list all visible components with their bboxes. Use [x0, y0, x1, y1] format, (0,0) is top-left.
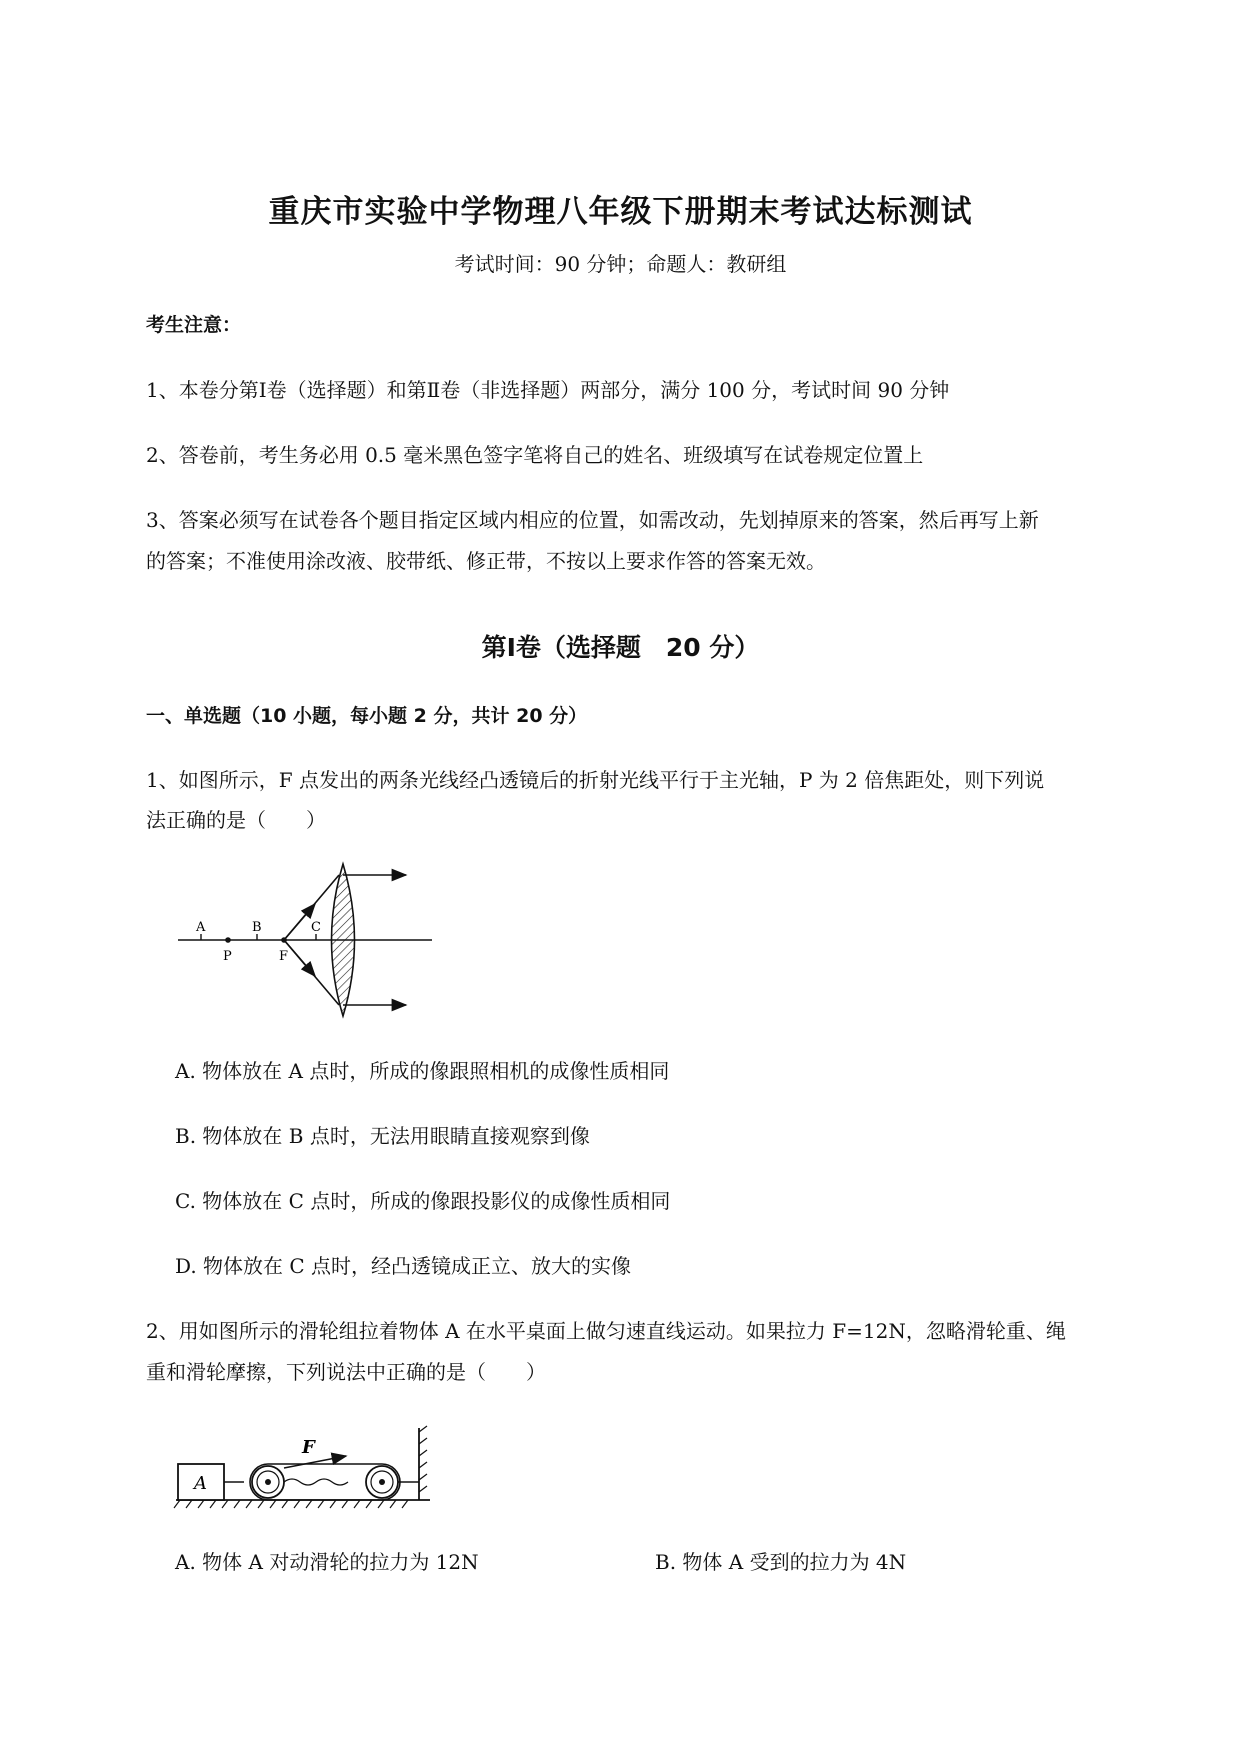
question-2-stem-cont: 重和滑轮摩擦，下列说法中正确的是（ ）	[146, 1360, 546, 1384]
pulley-system-figure	[170, 1420, 450, 1520]
question-2-option-a[interactable]: A. 物体 A 对动滑轮的拉力为 12N	[175, 1550, 479, 1574]
question-1-option-a[interactable]: A. 物体放在 A 点时，所成的像跟照相机的成像性质相同	[175, 1059, 670, 1083]
force-label: F	[302, 1437, 315, 1458]
label-b: B	[252, 920, 262, 935]
question-1-option-c[interactable]: C. 物体放在 C 点时，所成的像跟投影仪的成像性质相同	[175, 1189, 671, 1213]
label-p: P	[223, 949, 232, 964]
block-a-label: A	[194, 1473, 207, 1494]
question-2-option-b[interactable]: B. 物体 A 受到的拉力为 4N	[655, 1550, 907, 1574]
label-a: A	[196, 920, 206, 935]
force-arrow	[284, 1456, 346, 1468]
notice-item-1: 1、本卷分第Ⅰ卷（选择题）和第Ⅱ卷（非选择题）两部分，满分 100 分，考试时间 90 分钟	[146, 378, 950, 402]
notice-item-3: 3、答案必须写在试卷各个题目指定区域内相应的位置，如需改动，先划掉原来的答案，然后再写上新	[146, 508, 1039, 532]
convex-lens	[332, 864, 355, 1016]
question-1-stem-cont: 法正确的是（ ）	[146, 808, 326, 832]
label-c: C	[311, 920, 321, 935]
exam-subtitle: 考试时间：90 分钟；命题人：教研组	[454, 252, 787, 276]
convex-lens-figure	[170, 860, 440, 1020]
point-p-marker	[225, 937, 231, 943]
question-1-option-b[interactable]: B. 物体放在 B 点时，无法用眼睛直接观察到像	[175, 1124, 590, 1148]
question-1-option-d[interactable]: D. 物体放在 C 点时，经凸透镜成正立、放大的实像	[175, 1254, 632, 1278]
exam-title: 重庆市实验中学物理八年级下册期末考试达标测试	[268, 194, 973, 230]
notice-item-2: 2、答卷前，考生务必用 0.5 毫米黑色签字笔将自己的姓名、班级填写在试卷规定位置上	[146, 443, 924, 467]
point-f-marker	[281, 937, 287, 943]
part-heading: 一、单选题（10 小题，每小题 2 分，共计 20 分）	[146, 705, 588, 727]
question-2-stem: 2、用如图所示的滑轮组拉着物体 A 在水平桌面上做匀速直线运动。如果拉力 F=12N，忽略滑轮重、绳	[146, 1319, 1066, 1343]
notice-item-3-cont: 的答案；不准使用涂改液、胶带纸、修正带，不按以上要求作答的答案无效。	[146, 549, 826, 573]
question-1-stem: 1、如图所示，F 点发出的两条光线经凸透镜后的折射光线平行于主光轴，P 为 2 倍焦距处，则下列说	[146, 768, 1045, 792]
section-title: 第Ⅰ卷（选择题 20 分）	[481, 633, 760, 662]
notice-heading: 考生注意：	[146, 314, 242, 336]
label-f: F	[279, 949, 289, 964]
